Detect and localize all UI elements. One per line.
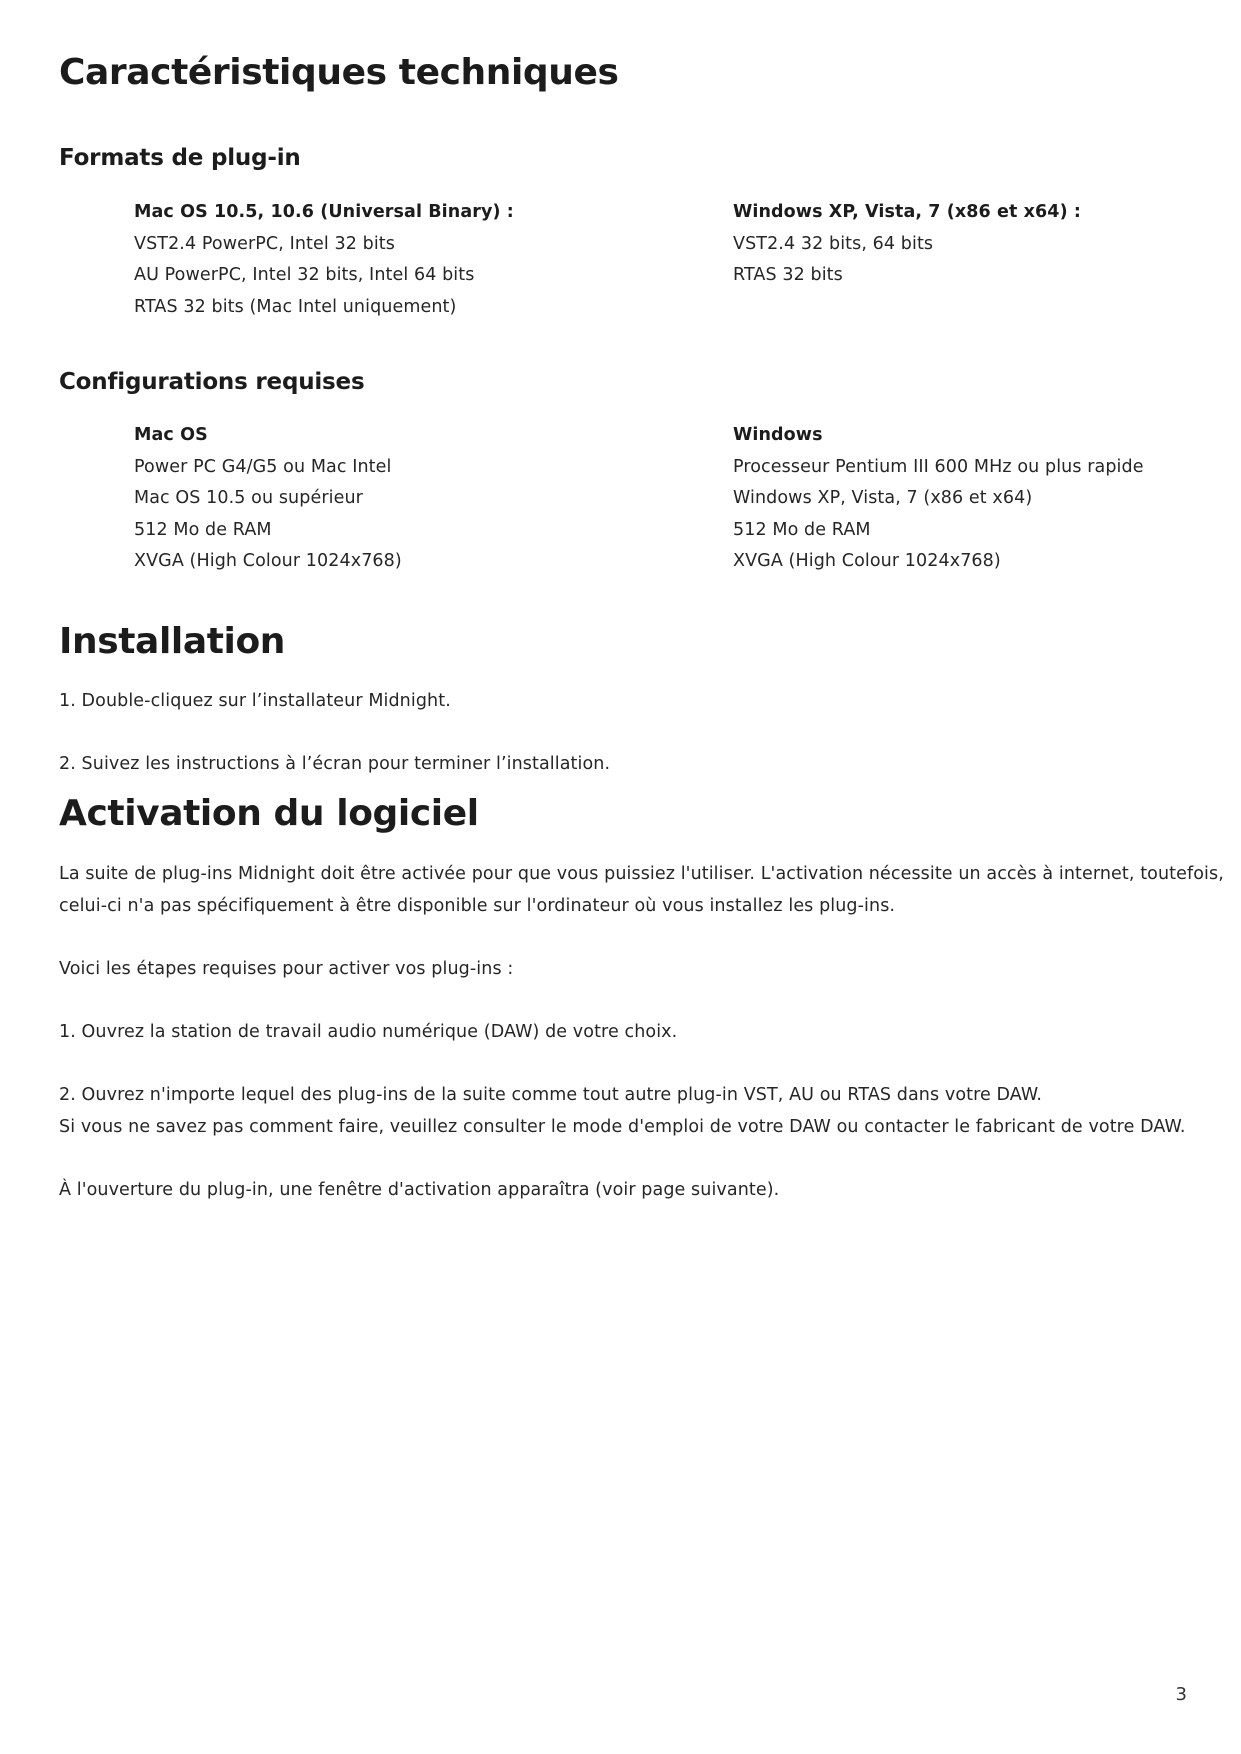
formats-mac-block: [134, 197, 514, 323]
config-windows-line: XVGA (High Colour 1024x768): [733, 551, 1001, 571]
config-mac-heading: Mac OS: [134, 425, 208, 445]
config-mac-line: 512 Mo de RAM: [134, 519, 272, 540]
config-windows-block: [733, 420, 1144, 578]
formats-heading: Formats de plug-in: [59, 145, 301, 171]
config-windows-line: Windows XP, Vista, 7 (x86 et x64): [733, 488, 1033, 508]
activation-steps-intro: Voici les étapes requises pour activer vos plug-ins :: [59, 959, 514, 979]
section-title-specs: Caractéristiques techniques: [59, 52, 619, 93]
formats-windows-heading: Windows XP, Vista, 7 (x86 et x64) :: [733, 202, 1081, 222]
activation-step-1: 1. Ouvrez la station de travail audio numérique (DAW) de votre choix.: [59, 1022, 678, 1042]
config-mac-line: Power PC G4/G5 ou Mac Intel: [134, 456, 392, 477]
formats-windows-line: RTAS 32 bits: [733, 265, 843, 285]
page-number: 3: [1175, 1684, 1187, 1705]
config-heading: Configurations requises: [59, 369, 365, 395]
activation-intro-line-1: La suite de plug-ins Midnight doit être activée pour que vous puissiez l'utiliser. L'activation nécessite un accès à internet, toutefois,: [59, 864, 1224, 884]
section-title-activation: Activation du logiciel: [59, 793, 479, 834]
formats-mac-line: RTAS 32 bits (Mac Intel uniquement): [134, 296, 457, 317]
formats-mac-line: VST2.4 PowerPC, Intel 32 bits: [134, 233, 395, 254]
config-mac-line: Mac OS 10.5 ou supérieur: [134, 488, 363, 508]
formats-windows-line: VST2.4 32 bits, 64 bits: [733, 233, 934, 254]
activation-closing: À l'ouverture du plug-in, une fenêtre d'activation apparaîtra (voir page suivante).: [59, 1180, 780, 1200]
activation-intro-line-2: celui-ci n'a pas spécifiquement à être disponible sur l'ordinateur où vous installez les plug-ins.: [59, 896, 896, 916]
activation-step-2-line-2: Si vous ne savez pas comment faire, veuillez consulter le mode d'emploi de votre DAW ou contacter le fabricant de votre DAW.: [59, 1117, 1186, 1137]
config-windows-line: Processeur Pentium III 600 MHz ou plus rapide: [733, 456, 1144, 477]
config-windows-heading: Windows: [733, 425, 823, 445]
config-mac-line: XVGA (High Colour 1024x768): [134, 551, 402, 571]
section-title-installation: Installation: [59, 621, 286, 662]
installation-step-1: 1. Double-cliquez sur l’installateur Midnight.: [59, 691, 451, 711]
activation-step-2-line-1: 2. Ouvrez n'importe lequel des plug-ins de la suite comme tout autre plug-in VST, AU ou RTAS dans votre DAW.: [59, 1085, 1042, 1105]
formats-mac-line: AU PowerPC, Intel 32 bits, Intel 64 bits: [134, 265, 475, 285]
installation-step-2: 2. Suivez les instructions à l’écran pour terminer l’installation.: [59, 754, 611, 774]
formats-windows-block: [733, 197, 1081, 292]
formats-mac-heading: Mac OS 10.5, 10.6 (Universal Binary) :: [134, 202, 514, 222]
config-windows-line: 512 Mo de RAM: [733, 519, 871, 540]
config-mac-block: [134, 420, 402, 578]
